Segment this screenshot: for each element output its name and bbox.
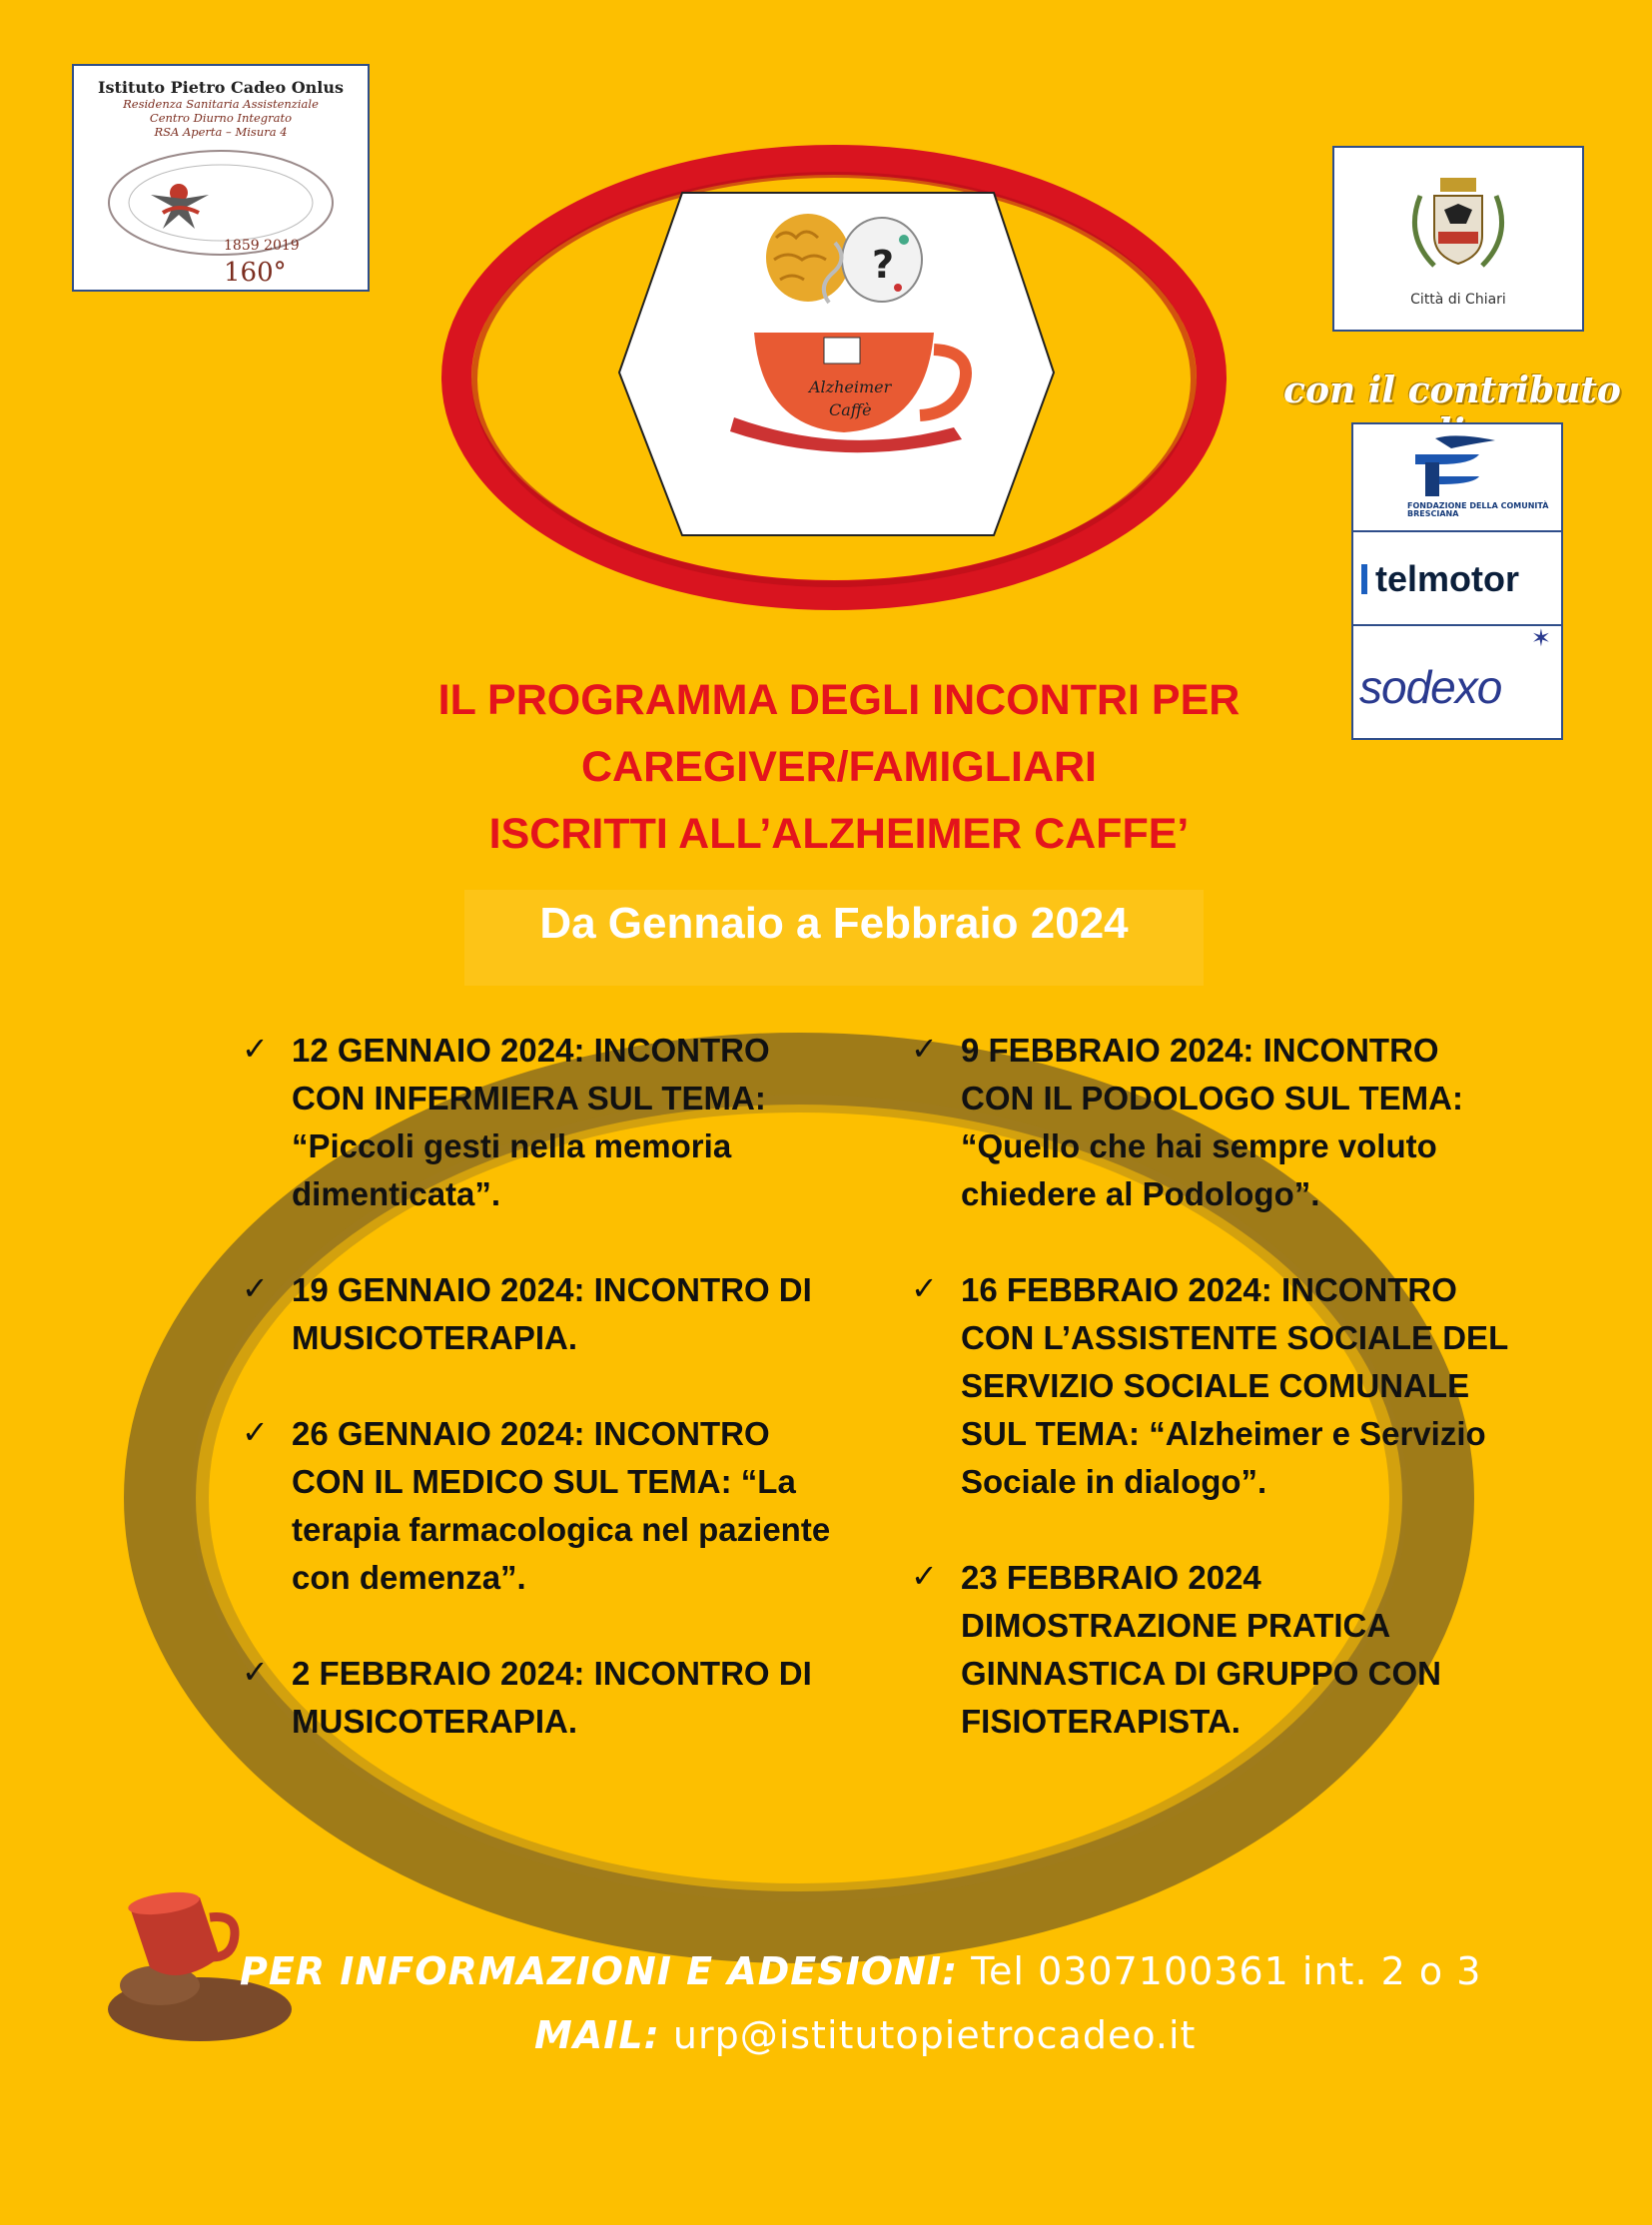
sodexo-star-icon: ✶ [1530, 624, 1551, 652]
fondazione-logo-icon [1405, 432, 1505, 500]
checkmark-icon: ✓ [911, 1558, 938, 1594]
event-text: 16 FEBBRAIO 2024: INCONTRO CON L’ASSISTENTE SOCIALE DEL SERVIZIO SOCIALE COMUNALE SUL TEMA: “Alzheimer e Servizio Sociale in dialogo”. [961, 1271, 1508, 1500]
program-title-line-3: ISCRITTI ALL’ALZHEIMER CAFFE’ [488, 810, 1190, 858]
checkmark-icon: ✓ [911, 1031, 938, 1067]
event-item [242, 1650, 831, 1746]
program-title-line-1: IL PROGRAMMA DEGLI INCONTRI PER [437, 676, 1240, 724]
contributo-label: con il contributo [1283, 370, 1621, 411]
event-text: 2 FEBBRAIO 2024: INCONTRO DI MUSICOTERAPIA. [292, 1655, 812, 1740]
event-text: 12 GENNAIO 2024: INCONTRO CON INFERMIERA SUL TEMA: “Piccoli gesti nella memoria dimenticata”. [292, 1032, 770, 1212]
contact-info-label: PER INFORMAZIONI E ADESIONI: [240, 1949, 959, 1993]
events-left-column [242, 1027, 831, 1794]
svg-text:?: ? [872, 243, 895, 287]
checkmark-icon: ✓ [242, 1654, 269, 1690]
istituto-line-3: RSA Aperta – Misura 4 [154, 125, 288, 139]
program-title-line-2: CAREGIVER/FAMIGLIARI [580, 743, 1098, 791]
checkmark-icon: ✓ [242, 1270, 269, 1306]
seal-years: 1859 2019 [224, 238, 300, 254]
contact-mail-label: MAIL: [534, 2013, 660, 2057]
event-text: 26 GENNAIO 2024: INCONTRO CON IL MEDICO SUL TEMA: “La terapia farmacologica nel paziente con demenza”. [292, 1415, 831, 1596]
checkmark-icon: ✓ [242, 1414, 269, 1450]
event-text: 9 FEBBRAIO 2024: INCONTRO CON IL PODOLOGO SUL TEMA: “Quello che hai sempre voluto chiedere al Podologo”. [961, 1032, 1463, 1212]
sponsor-telmotor-name: telmotor [1375, 558, 1519, 599]
istituto-line-1: Residenza Sanitaria Assistenziale [123, 97, 319, 111]
event-item [911, 1027, 1510, 1218]
checkmark-icon: ✓ [242, 1031, 269, 1067]
events-right-column [911, 1027, 1510, 1794]
contact-email[interactable]: urp@istitutopietrocadeo.it [672, 2013, 1197, 2057]
contact-mail-line [534, 2013, 1433, 2057]
svg-text:Alzheimer: Alzheimer [809, 377, 892, 396]
istituto-line-2: Centro Diurno Integrato [149, 111, 293, 125]
event-item [911, 1554, 1510, 1746]
sponsor-logos [1351, 422, 1563, 740]
event-text: 23 FEBBRAIO 2024 DIMOSTRAZIONE PRATICA GINNASTICA DI GRUPPO CON FISIOTERAPISTA. [961, 1559, 1441, 1740]
istituto-seal-icon [91, 143, 351, 263]
svg-text:Caffè: Caffè [829, 400, 872, 419]
event-text: 19 GENNAIO 2024: INCONTRO DI MUSICOTERAPIA. [292, 1271, 812, 1356]
event-item [242, 1027, 831, 1218]
program-period: Da Gennaio a Febbraio 2024 [539, 899, 1129, 948]
checkmark-icon: ✓ [911, 1270, 938, 1306]
sponsor-telmotor [1351, 530, 1563, 626]
program-title [300, 667, 1378, 868]
citta-di-chiari-logo [1332, 146, 1584, 332]
contact-info-line [240, 1949, 1518, 1993]
istituto-name: Istituto Pietro Cadeo Onlus [98, 78, 344, 97]
chiari-coat-of-arms-icon [1398, 166, 1518, 276]
contact-phone: Tel 0307100361 int. 2 o 3 [971, 1949, 1482, 1993]
alzheimer-caffe-logo [424, 118, 1243, 627]
istituto-pietro-cadeo-logo [72, 64, 370, 292]
telmotor-bar-icon [1361, 564, 1367, 594]
event-item [242, 1410, 831, 1602]
sponsor-sodexo-name: sodexo [1359, 661, 1502, 713]
sponsor-fondazione-name: FONDAZIONE DELLA COMUNITÀ BRESCIANA [1407, 501, 1549, 518]
sponsor-sodexo [1351, 624, 1563, 740]
event-item [242, 1266, 831, 1362]
seal-anniversary: 160° [224, 258, 287, 288]
event-item [911, 1266, 1510, 1506]
chiari-caption: Città di Chiari [1410, 292, 1506, 308]
sponsor-fondazione [1351, 422, 1563, 532]
